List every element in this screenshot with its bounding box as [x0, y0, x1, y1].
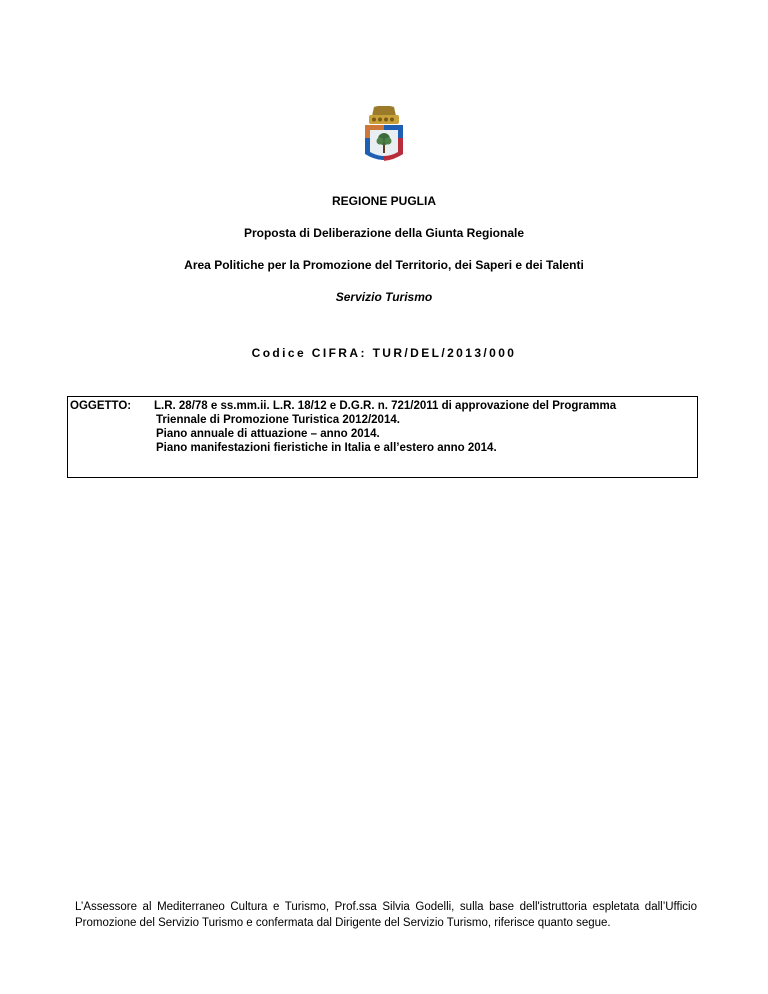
closing-paragraph: L’Assessore al Mediterraneo Cultura e Turismo, Prof.ssa Silvia Godelli, sulla base dell'istruttoria espletata dall’Ufficio Promozione del Servizio Turismo e confermata dal Dirigente del Servizio Turismo, riferisce quanto segue.: [75, 901, 697, 929]
subject-label: OGGETTO:: [70, 400, 132, 412]
subject-first-row: [70, 399, 697, 413]
subject-line: Triennale di Promozione Turistica 2012/2014.: [156, 414, 400, 426]
service-title: Servizio Turismo: [335, 290, 433, 304]
subject-line: Piano annuale di attuazione – anno 2014.: [156, 428, 380, 440]
crown-icon: [369, 106, 399, 124]
cifra-code: Codice CIFRA: TUR/DEL/2013/000: [251, 346, 517, 360]
subject-line: Piano manifestazioni fieristiche in Italia e all’estero anno 2014.: [156, 442, 497, 454]
subject-line: L.R. 28/78 e ss.mm.ii. L.R. 18/12 e D.G.R. n. 721/2011 di approvazione del Programma: [154, 400, 617, 412]
subject-box: [67, 396, 698, 478]
region-title: REGIONE PUGLIA: [331, 194, 436, 208]
proposal-title: Proposta di Deliberazione della Giunta Regionale: [243, 226, 525, 240]
shield-icon: [365, 125, 403, 161]
area-title: Area Politiche per la Promozione del Territorio, dei Saperi e dei Talenti: [184, 258, 584, 272]
regional-coat-of-arms-icon: [360, 106, 408, 166]
